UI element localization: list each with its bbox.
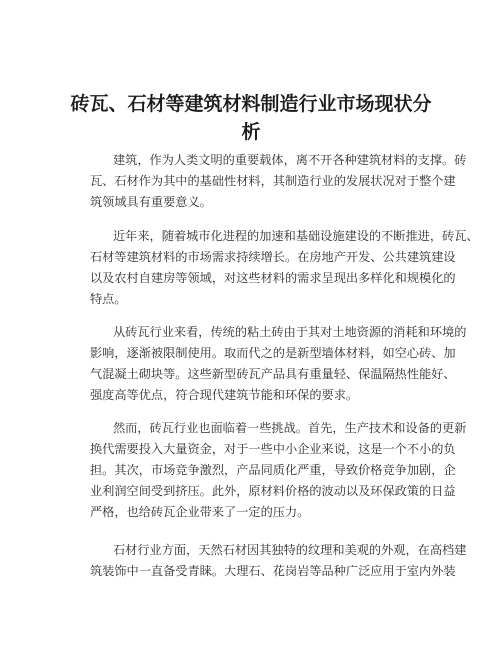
paragraph-line: 石材等建筑材料的市场需求持续增长。在房地产开发、公共建筑建设: [90, 250, 456, 264]
title-line-1: 砖瓦、石材等建筑材料制造行业市场现状分: [70, 93, 432, 115]
paragraph-line: 业利润空间受到挤压。此外，原材料价格的波动以及环保政策的日益: [90, 484, 456, 498]
paragraph-line: 筑装饰中一直备受青睐。大理石、花岗岩等品种广泛应用于室内外装: [90, 564, 456, 578]
paragraph-line: 换代需要投入大量资金，对于一些中小企业来说，这是一个不小的负: [90, 442, 456, 456]
paragraph-line: 担。其次，市场竞争激烈，产品同质化严重，导致价格竞争加剧，企: [90, 463, 456, 477]
paragraph-line: 然而，砖瓦行业也面临着一些挑战。首先，生产技术和设备的更新: [113, 421, 467, 435]
paragraph-5: [90, 540, 467, 582]
paragraph-line: 石材行业方面，天然石材因其独特的纹理和美观的外观，在高档建: [113, 543, 467, 557]
paragraph-line: 强度高等优点，符合现代建筑节能和环保的要求。: [90, 388, 359, 402]
paragraph-line: 筑领域具有重要意义。: [90, 195, 212, 209]
title-line-2: 析: [241, 121, 261, 143]
paragraph-line: 影响，逐渐被限制使用。取而代之的是新型墙体材料，如空心砖、加: [90, 346, 456, 360]
paragraph-line: 瓦、石材作为其中的基础性材料，其制造行业的发展状况对于整个建: [90, 174, 456, 188]
paragraph-3: [90, 322, 467, 406]
document-title: [70, 90, 432, 146]
paragraph-1: [90, 150, 467, 213]
paragraph-line: 严格，也给砖瓦企业带来了一定的压力。: [90, 505, 310, 519]
paragraph-2: [90, 226, 479, 310]
paragraph-line: 气混凝土砌块等。这些新型砖瓦产品具有重量轻、保温隔热性能好、: [90, 367, 456, 381]
paragraph-4: [90, 418, 467, 523]
paragraph-line: 特点。: [90, 292, 127, 306]
paragraph-line: 以及农村自建房等领域，对这些材料的需求呈现出多样化和规模化的: [90, 271, 456, 285]
paragraph-line: 从砖瓦行业来看，传统的粘土砖由于其对土地资源的消耗和环境的: [113, 325, 467, 339]
paragraph-line: 近年来，随着城市化进程的加速和基础设施建设的不断推进，砖瓦、: [113, 229, 479, 243]
paragraph-line: 建筑，作为人类文明的重要载体，离不开各种建筑材料的支撑。砖: [113, 153, 467, 167]
